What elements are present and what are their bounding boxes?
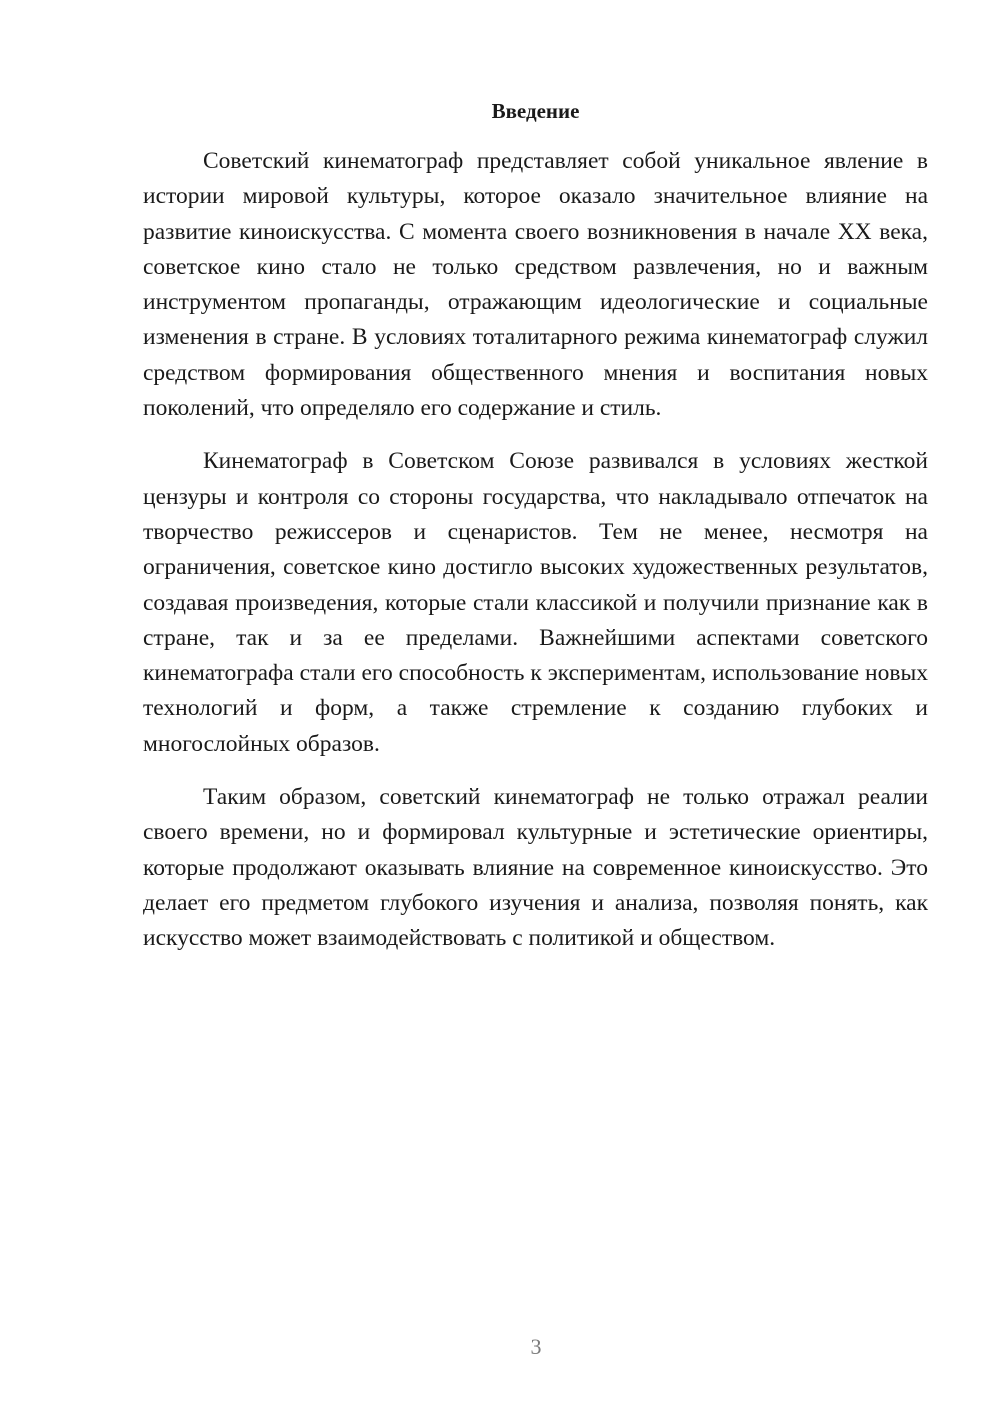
paragraph-3: Таким образом, советский кинематограф не только отражал реалии своего времени, но и формировал культурные и эстетические ориентиры, которые продолжают оказывать влияние на современное киноискусство. Это делает его предметом глубокого изучения и анализа, позволяя понять, как искусство может взаимодействовать с политикой и обществом. [143, 784, 928, 952]
page-number: 3 [530, 1334, 542, 1359]
body-text [143, 144, 928, 975]
paragraph-2: Кинематограф в Советском Союзе развивался в условиях жесткой цензуры и контроля со стороны государства, что накладывало отпечаток на творчество режиссеров и сценаристов. Тем не менее, несмотря на ограничения, советское кино достигло высоких художественных результатов, создавая произведения, которые стали классикой и получили признание как в стране, так и за ее пределами. Важнейшими аспектами советского кинематографа стали его способность к экспериментам, использование новых технологий и форм, а также стремление к созданию глубоких и многослойных образов. [143, 448, 928, 757]
section-heading: Введение [491, 99, 580, 123]
paragraph-1: Советский кинематограф представляет собой уникальное явление в истории мировой культуры, которое оказало значительное влияние на развитие киноискусства. С момента своего возникновения в начале XX века, советское кино стало не только средством развлечения, но и важным инструментом пропаганды, отражающим идеологические и социальные изменения в стране. В условиях тоталитарного режима кинематограф служил средством формирования общественного мнения и воспитания новых поколений, что определяло его содержание и стиль. [143, 148, 928, 422]
